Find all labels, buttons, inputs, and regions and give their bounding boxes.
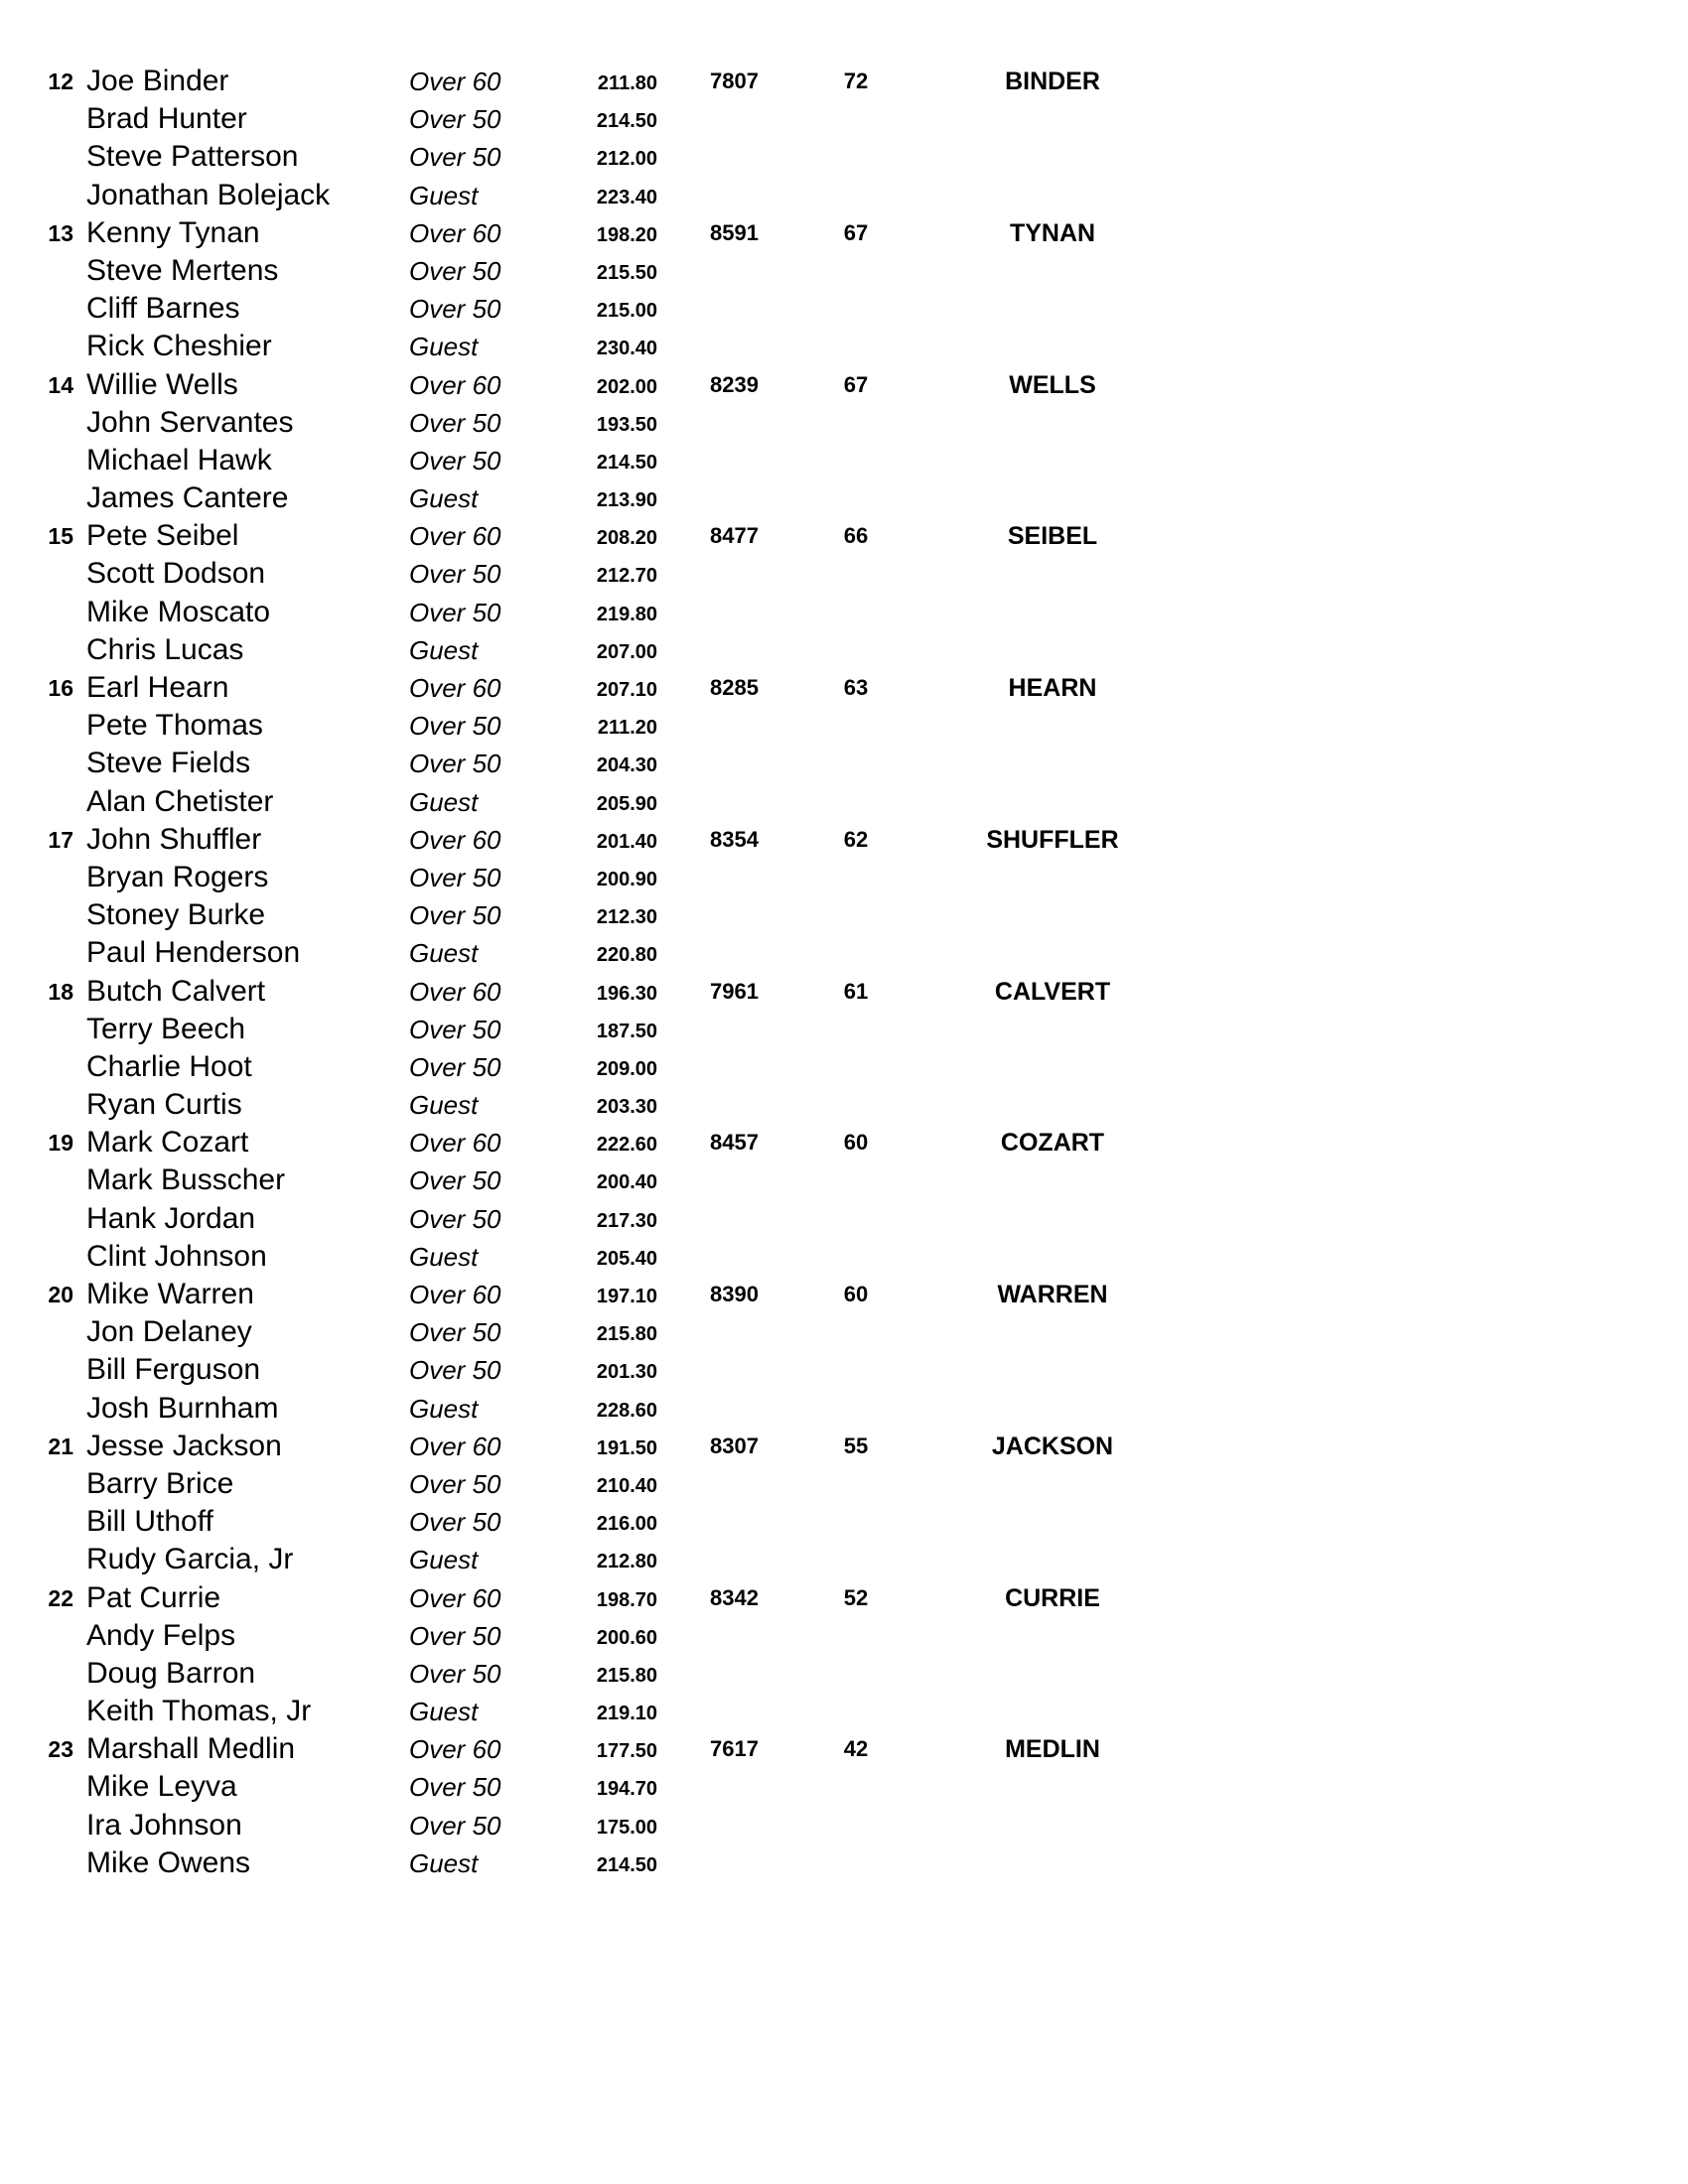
team-member-row [0, 1541, 1688, 1578]
bowler-division: Over 50 [409, 1658, 501, 1689]
bowler-division: Guest [409, 1393, 479, 1424]
bowler-average: 211.20 [597, 717, 657, 740]
team-rank: 16 [48, 675, 73, 701]
bowler-division: Over 60 [409, 824, 501, 855]
team-points: 52 [843, 1584, 869, 1610]
team-member-row [0, 100, 1688, 138]
team-total-pins: 7617 [710, 1736, 759, 1762]
bowler-name: John Servantes [86, 405, 294, 439]
bowler-average: 177.50 [596, 1740, 657, 1763]
bowler-division: Over 60 [409, 976, 501, 1007]
bowler-division: Over 50 [409, 1772, 501, 1803]
team-rank: 20 [48, 1282, 73, 1307]
bowler-average: 193.50 [596, 413, 657, 436]
team-lead-row [0, 973, 1688, 1011]
team-total-pins: 8307 [710, 1433, 759, 1458]
team-name: WELLS [1009, 370, 1096, 399]
bowler-average: 215.00 [596, 300, 657, 323]
bowler-average: 205.90 [596, 792, 657, 815]
bowler-average: 219.10 [596, 1703, 657, 1725]
bowler-name: John Shuffler [86, 822, 262, 856]
bowler-name: Charlie Hoot [86, 1049, 252, 1083]
bowler-average: 208.20 [596, 527, 657, 550]
bowler-name: Jesse Jackson [86, 1429, 282, 1462]
bowler-division: Guest [409, 786, 479, 817]
bowler-name: Josh Burnham [86, 1391, 279, 1425]
team-member-row [0, 177, 1688, 214]
team-member-row [0, 1844, 1688, 1882]
team-rank: 19 [48, 1130, 73, 1157]
bowler-name: James Cantere [86, 481, 289, 515]
bowler-name: Michael Hawk [86, 443, 272, 477]
team-total-pins: 7807 [710, 68, 759, 93]
bowler-average: 202.00 [596, 375, 657, 398]
bowler-division: Guest [409, 332, 479, 362]
team-total-pins: 7961 [710, 978, 759, 1004]
team-lead-row [0, 63, 1688, 100]
bowler-name: Joe Binder [86, 65, 229, 97]
team-total-pins: 8477 [710, 523, 759, 549]
team-points: 62 [843, 826, 869, 852]
bowler-average: 200.60 [596, 1626, 657, 1649]
bowler-average: 200.90 [596, 868, 657, 890]
bowler-division: Guest [409, 1545, 479, 1575]
bowler-average: 201.40 [596, 830, 657, 853]
bowler-division: Guest [409, 1090, 479, 1121]
bowler-name: Alan Chetister [86, 784, 274, 818]
bowler-name: Jon Delaney [86, 1315, 252, 1349]
team-member-row [0, 1617, 1688, 1655]
team-member-row [0, 479, 1688, 517]
team-member-row [0, 1161, 1688, 1199]
team-member-row [0, 1390, 1688, 1428]
bowler-name: Butch Calvert [86, 974, 266, 1008]
bowler-average: 217.30 [596, 1209, 657, 1232]
team-points: 63 [843, 675, 869, 700]
bowler-average: 207.00 [596, 640, 657, 663]
bowler-division: Over 50 [409, 862, 501, 892]
bowler-division: Over 50 [409, 711, 501, 742]
team-rank: 17 [48, 826, 73, 853]
team-lead-row [0, 821, 1688, 859]
bowler-average: 222.60 [596, 1134, 657, 1157]
bowler-average: 198.20 [596, 223, 657, 246]
bowler-name: Barry Brice [86, 1466, 234, 1500]
bowler-average: 214.50 [596, 110, 657, 133]
bowler-average: 214.50 [596, 451, 657, 474]
team-total-pins: 8342 [710, 1584, 759, 1610]
bowler-name: Mike Owens [86, 1845, 251, 1879]
bowler-name: Pat Currie [86, 1580, 221, 1614]
bowler-name: Marshall Medlin [86, 1732, 296, 1766]
bowler-division: Over 60 [409, 1128, 501, 1159]
bowler-name: Mark Cozart [86, 1126, 249, 1160]
bowler-name: Terry Beech [86, 1012, 246, 1045]
team-points: 42 [843, 1736, 869, 1762]
bowler-average: 187.50 [596, 1020, 657, 1042]
bowler-name: Kenny Tynan [86, 215, 260, 249]
team-rank: 14 [48, 371, 73, 398]
team-total-pins: 8591 [710, 219, 759, 245]
bowler-division: Over 50 [409, 749, 501, 779]
team-member-row [0, 328, 1688, 365]
team-total-pins: 8390 [710, 1282, 759, 1306]
team-member-row [0, 896, 1688, 934]
bowler-name: Willie Wells [86, 367, 238, 401]
bowler-name: Pete Seibel [86, 519, 239, 553]
team-points: 67 [843, 219, 869, 245]
bowler-average: 204.30 [596, 754, 657, 777]
bowler-average: 216.00 [596, 1513, 657, 1536]
bowler-name: Mike Leyva [86, 1770, 237, 1804]
bowler-name: Bill Uthoff [86, 1505, 213, 1539]
team-rank: 13 [48, 219, 73, 246]
bowler-division: Over 50 [409, 294, 501, 325]
team-points: 72 [843, 68, 869, 93]
bowler-name: Doug Barron [86, 1656, 256, 1690]
team-lead-row [0, 1124, 1688, 1161]
bowler-division: Over 50 [409, 1468, 501, 1499]
team-member-row [0, 1768, 1688, 1806]
bowler-average: 198.70 [596, 1588, 657, 1611]
bowler-name: Steve Patterson [86, 140, 299, 174]
bowler-name: Cliff Barnes [86, 292, 240, 326]
bowler-name: Steve Fields [86, 747, 251, 780]
team-member-row [0, 783, 1688, 821]
bowler-division: Over 50 [409, 597, 501, 627]
team-member-row [0, 442, 1688, 479]
bowler-division: Guest [409, 483, 479, 514]
bowler-average: 211.80 [597, 72, 657, 94]
bowler-name: Paul Henderson [86, 936, 301, 970]
bowler-division: Over 60 [409, 1431, 501, 1461]
team-member-row [0, 1313, 1688, 1351]
bowler-average: 212.00 [596, 148, 657, 171]
bowler-average: 228.60 [596, 1399, 657, 1422]
bowler-division: Over 60 [409, 369, 501, 400]
bowler-average: 210.40 [596, 1474, 657, 1497]
bowler-division: Guest [409, 1241, 479, 1272]
bowler-division: Over 50 [409, 407, 501, 438]
team-total-pins: 8285 [710, 675, 759, 700]
bowler-division: Over 60 [409, 1582, 501, 1613]
bowler-average: 194.70 [596, 1778, 657, 1801]
bowler-division: Over 60 [409, 521, 501, 552]
team-name: SHUFFLER [986, 825, 1119, 854]
team-rank: 12 [48, 68, 73, 94]
bowler-average: 213.90 [596, 489, 657, 512]
team-name: COZART [1000, 1129, 1105, 1158]
team-total-pins: 8354 [710, 826, 759, 852]
bowler-division: Over 50 [409, 900, 501, 931]
team-lead-row [0, 1276, 1688, 1313]
bowler-name: Mark Busscher [86, 1163, 286, 1197]
bowler-name: Bill Ferguson [86, 1353, 261, 1387]
team-lead-row [0, 214, 1688, 252]
bowler-average: 207.10 [596, 679, 657, 701]
team-name: HEARN [1008, 674, 1097, 702]
team-member-row [0, 1693, 1688, 1730]
team-member-row [0, 1238, 1688, 1276]
bowler-division: Over 50 [409, 1203, 501, 1234]
team-lead-row [0, 517, 1688, 555]
bowler-division: Over 60 [409, 1734, 501, 1765]
team-member-row [0, 745, 1688, 782]
bowler-division: Over 50 [409, 559, 501, 590]
team-name: CALVERT [994, 977, 1111, 1006]
team-name: WARREN [997, 1281, 1108, 1308]
bowler-division: Over 60 [409, 217, 501, 248]
bowler-name: Ira Johnson [86, 1808, 242, 1842]
team-member-row [0, 252, 1688, 290]
bowler-name: Mike Warren [86, 1278, 254, 1310]
bowler-name: Rudy Garcia, Jr [86, 1543, 294, 1576]
team-rank: 18 [48, 978, 73, 1005]
bowler-division: Over 60 [409, 67, 501, 96]
team-name: SEIBEL [1007, 522, 1098, 551]
team-member-row [0, 707, 1688, 745]
team-lead-row [0, 1428, 1688, 1465]
bowler-average: 191.50 [596, 1436, 657, 1459]
team-points: 60 [843, 1282, 869, 1306]
bowler-division: Guest [409, 1697, 479, 1727]
team-lead-row [0, 1579, 1688, 1617]
team-lead-row [0, 669, 1688, 707]
team-points: 55 [843, 1433, 869, 1458]
bowler-average: 212.30 [596, 906, 657, 929]
bowler-division: Over 50 [409, 1620, 501, 1651]
bowler-name: Pete Thomas [86, 709, 263, 743]
team-member-row [0, 1655, 1688, 1693]
team-points: 67 [843, 371, 869, 397]
team-name: TYNAN [1009, 218, 1096, 247]
bowler-division: Over 50 [409, 1051, 501, 1082]
bowler-average: 223.40 [596, 186, 657, 208]
bowler-average: 196.30 [596, 982, 657, 1005]
team-member-row [0, 555, 1688, 593]
bowler-average: 209.00 [596, 1057, 657, 1080]
bowler-average: 200.40 [596, 1171, 657, 1194]
team-member-row [0, 138, 1688, 176]
bowler-name: Stoney Burke [86, 898, 266, 932]
bowler-division: Guest [409, 938, 479, 969]
bowler-name: Mike Moscato [86, 595, 271, 628]
team-rank: 15 [48, 523, 73, 550]
bowler-average: 212.70 [596, 565, 657, 588]
team-points: 60 [843, 1130, 869, 1156]
bowler-division: Over 60 [409, 1280, 501, 1309]
team-member-row [0, 290, 1688, 328]
bowler-average: 175.00 [596, 1816, 657, 1839]
team-rank: 23 [48, 1736, 73, 1763]
bowler-division: Over 50 [409, 445, 501, 476]
bowler-division: Over 50 [409, 255, 501, 286]
bowler-division: Over 50 [409, 1507, 501, 1538]
team-member-row [0, 404, 1688, 442]
team-member-row [0, 934, 1688, 972]
team-name: BINDER [1005, 68, 1100, 95]
bowler-average: 230.40 [596, 338, 657, 360]
team-rank: 21 [48, 1433, 73, 1459]
team-member-row [0, 1048, 1688, 1086]
bowler-name: Scott Dodson [86, 557, 266, 591]
standings-table [0, 63, 1688, 1882]
team-member-row [0, 1503, 1688, 1541]
team-total-pins: 8457 [710, 1130, 759, 1156]
team-total-pins: 8239 [710, 371, 759, 397]
bowler-average: 219.80 [596, 603, 657, 625]
bowler-average: 203.30 [596, 1096, 657, 1119]
team-rank: 22 [48, 1584, 73, 1611]
bowler-average: 205.40 [596, 1247, 657, 1270]
team-name: CURRIE [1005, 1583, 1100, 1612]
team-points: 66 [843, 523, 869, 549]
bowler-average: 215.80 [596, 1664, 657, 1687]
bowler-division: Over 50 [409, 1317, 501, 1348]
team-member-row [0, 1807, 1688, 1844]
team-member-row [0, 594, 1688, 631]
team-member-row [0, 1465, 1688, 1503]
team-member-row [0, 631, 1688, 669]
bowler-name: Keith Thomas, Jr [86, 1695, 312, 1728]
bowler-name: Brad Hunter [86, 102, 247, 136]
bowler-division: Guest [409, 180, 479, 210]
bowler-average: 214.50 [596, 1853, 657, 1876]
team-points: 61 [843, 978, 869, 1004]
bowler-division: Guest [409, 634, 479, 665]
team-lead-row [0, 1730, 1688, 1768]
bowler-average: 212.80 [596, 1551, 657, 1573]
team-lead-row [0, 366, 1688, 404]
bowler-name: Chris Lucas [86, 632, 244, 666]
team-member-row [0, 859, 1688, 896]
bowler-division: Over 60 [409, 673, 501, 703]
bowler-division: Over 50 [409, 1165, 501, 1196]
bowler-name: Ryan Curtis [86, 1088, 242, 1122]
bowler-average: 220.80 [596, 944, 657, 967]
bowler-division: Over 50 [409, 1810, 501, 1841]
bowler-division: Over 50 [409, 1014, 501, 1044]
bowler-name: Jonathan Bolejack [86, 178, 331, 211]
team-name: JACKSON [991, 1432, 1114, 1460]
bowler-division: Over 50 [409, 142, 501, 173]
bowler-average: 215.80 [596, 1323, 657, 1346]
bowler-name: Steve Mertens [86, 253, 279, 287]
bowler-average: 197.10 [596, 1286, 657, 1307]
bowler-division: Over 50 [409, 104, 501, 135]
bowler-name: Rick Cheshier [86, 330, 272, 363]
team-member-row [0, 1086, 1688, 1124]
bowler-name: Bryan Rogers [86, 860, 269, 893]
team-member-row [0, 1351, 1688, 1389]
bowler-average: 201.30 [596, 1361, 657, 1384]
team-name: MEDLIN [1005, 1735, 1100, 1764]
bowler-division: Guest [409, 1847, 479, 1878]
team-member-row [0, 1200, 1688, 1238]
team-member-row [0, 1011, 1688, 1048]
bowler-division: Over 50 [409, 1355, 501, 1386]
bowler-name: Hank Jordan [86, 1201, 256, 1235]
bowler-name: Andy Felps [86, 1618, 236, 1652]
bowler-name: Clint Johnson [86, 1239, 267, 1273]
bowler-average: 215.50 [596, 261, 657, 284]
bowler-name: Earl Hearn [86, 671, 229, 704]
